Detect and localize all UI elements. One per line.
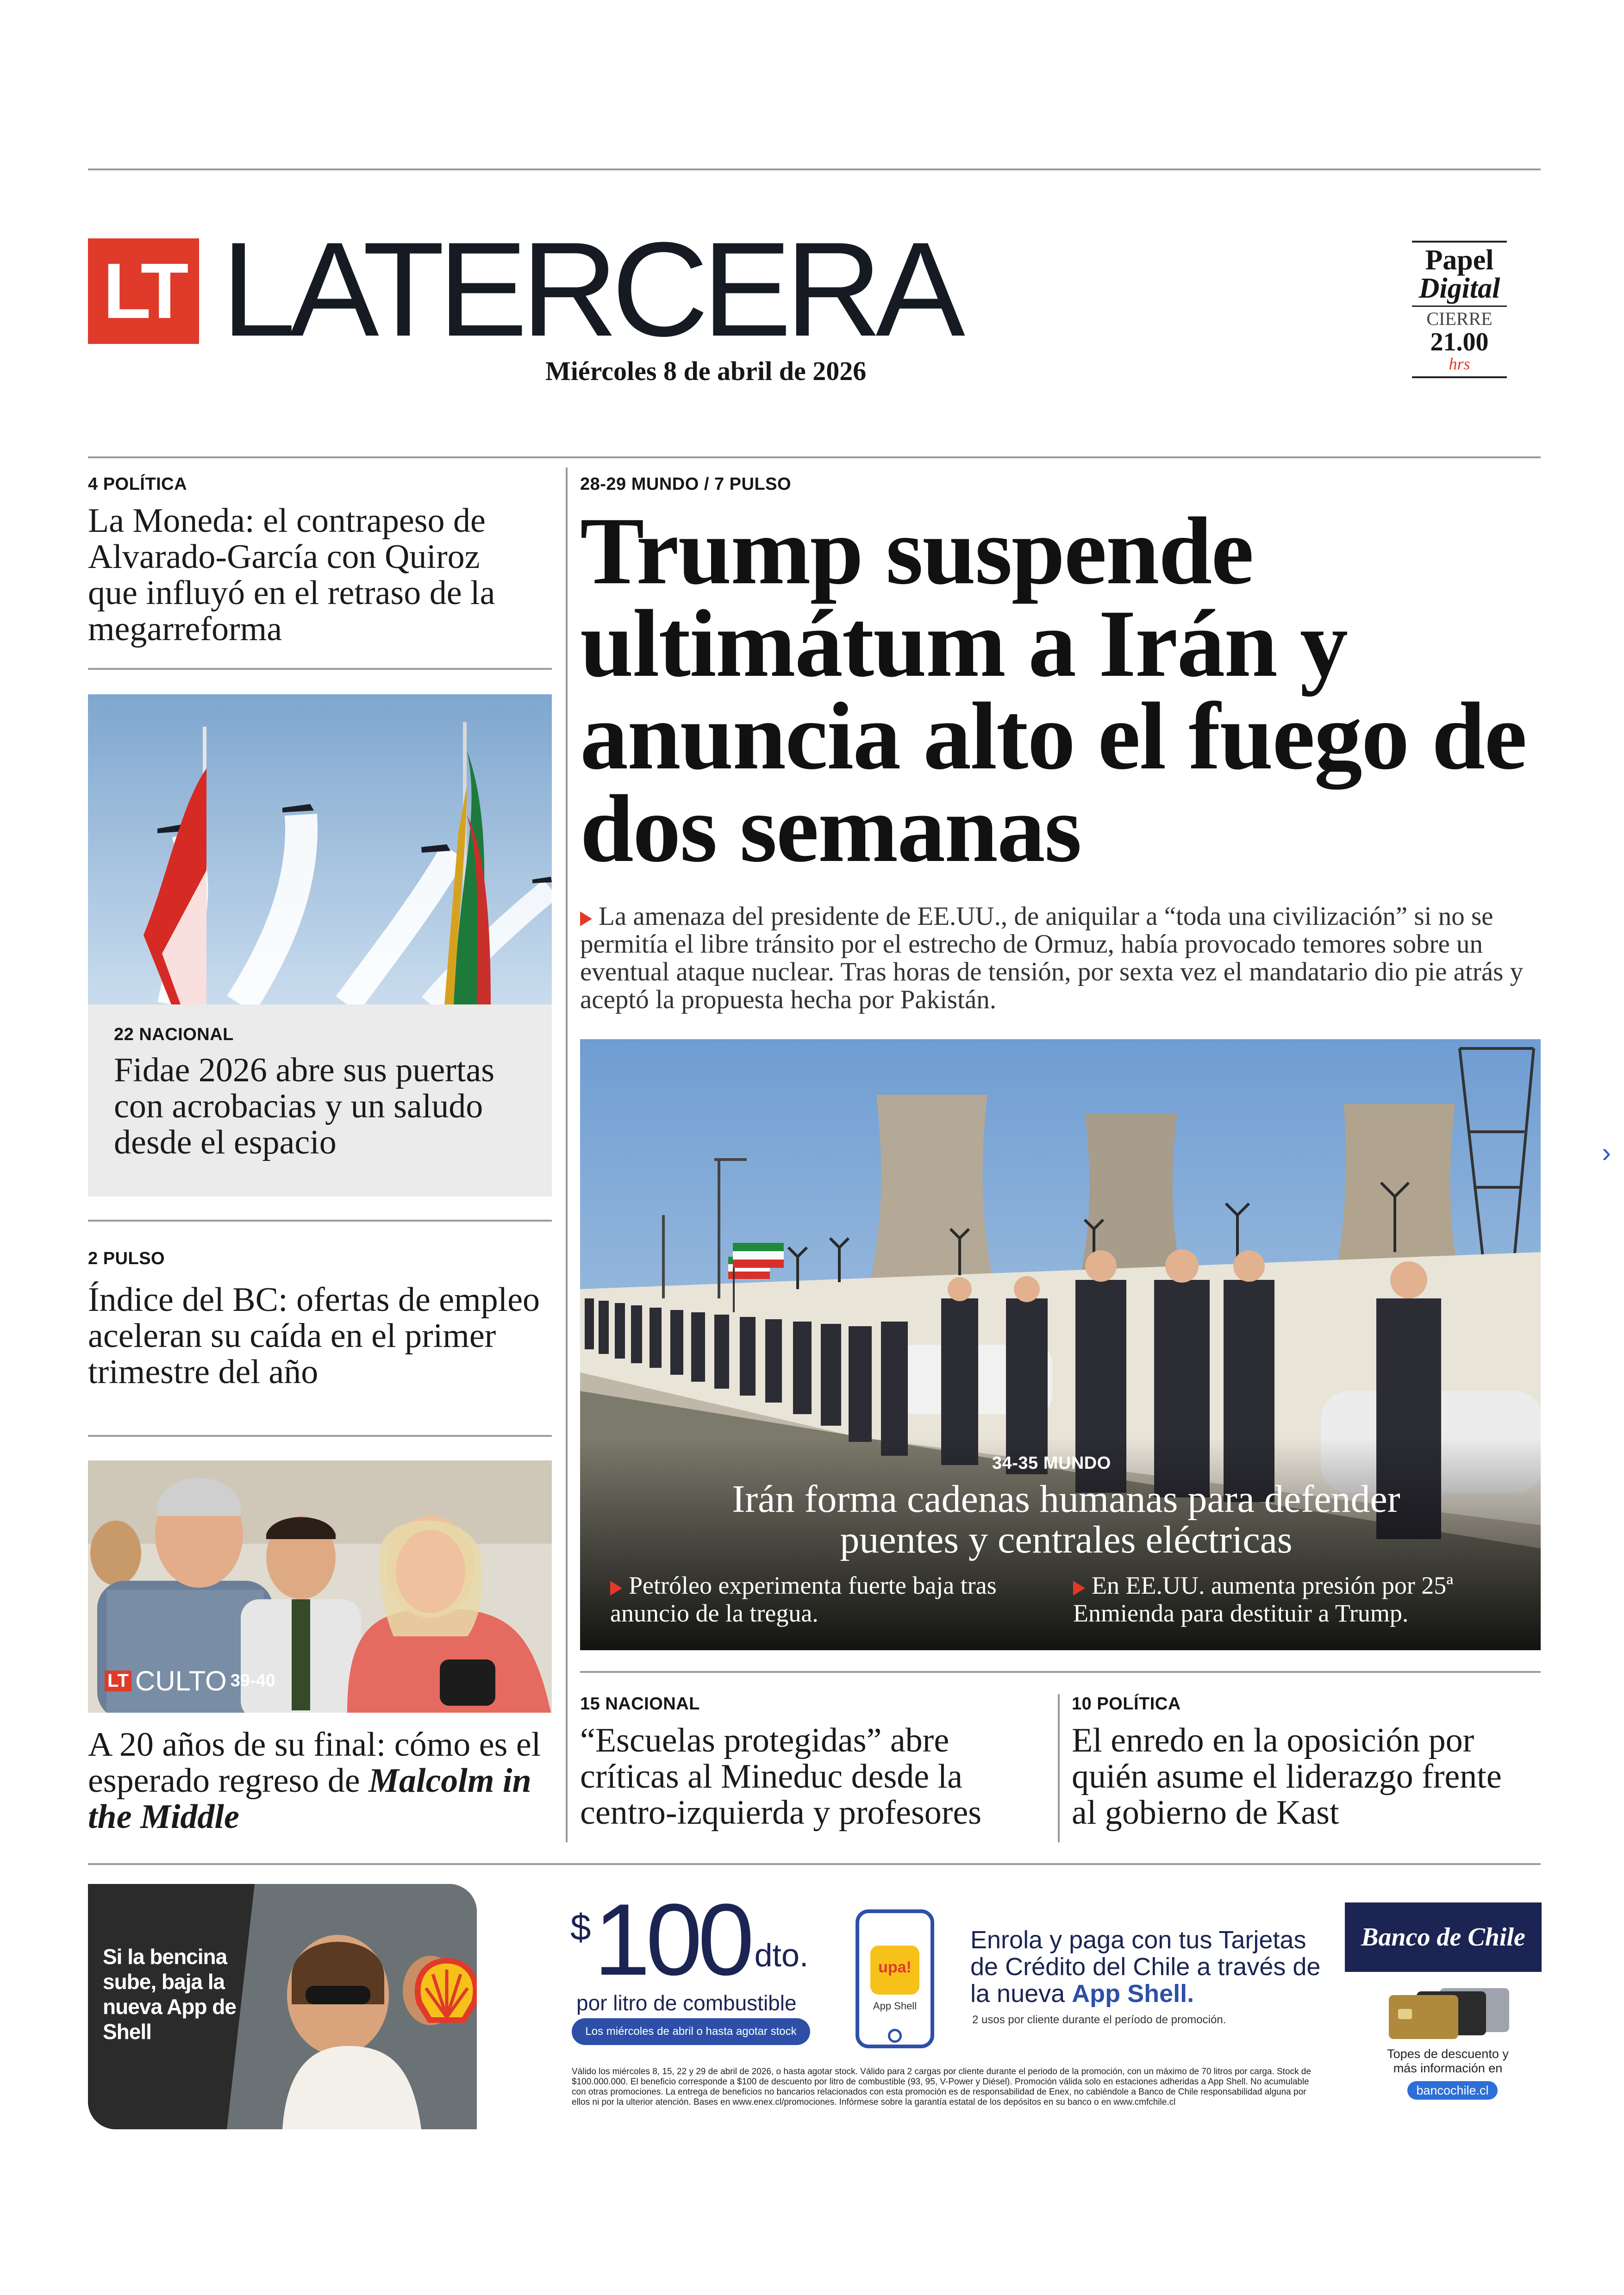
story-kicker: 15 NACIONAL: [580, 1694, 700, 1714]
main-lead: [580, 903, 1548, 1014]
enrol-text-a: Enrola y paga con tus Tarjetas de Crédito del Chile a través de la nueva: [970, 1926, 1321, 2008]
divider: [580, 1671, 1541, 1673]
edition-line3: CIERRE: [1412, 306, 1507, 329]
column-divider: [566, 468, 568, 1842]
fine-print: Válido los miércoles 8, 15, 22 y 29 de abril de 2026, o hasta agotar stock. Válido para 2 cargas por cliente durante el periodo de la promoción, con un máximo de 70 litros por carga. Stock de $100.000.000. El beneficio corresponde a $100 de descuento por litro de combustible (93, 95, V-Power y Diésel). Promoción válida solo en estaciones adheridas a App Shell. No acumulable con otras promociones. La entrega de beneficios no bancarios relacionados con esta promoción es de responsabilidad de Enex, no cabiéndole a Banco de Chile responsabilidad alguna por ellos ni por la ulterior atención. Bases en www.enex.cl/promociones. Infórmese sobre la garantía estatal de los depósitos en su banco o en www.cmfchile.cl: [572, 2067, 1311, 2107]
story-kicker: 22 NACIONAL: [114, 1025, 234, 1044]
story-oposicion[interactable]: [1072, 1694, 1535, 1831]
promo-amount: [570, 1883, 809, 1996]
edition-line2: Digital: [1418, 273, 1500, 304]
credit-cards-svg: [1389, 1986, 1514, 2041]
story-headline: La Moneda: el contrapeso de Alvarado-García con Quiroz que influyó en el retraso de la megarreforma: [88, 502, 495, 648]
promo-per-liter: por litro de combustible: [576, 1991, 797, 2015]
top-rule: [88, 168, 1541, 170]
logo-wordmark[interactable]: LATERCERA: [221, 214, 959, 364]
culto-badge-mark: LT: [105, 1671, 131, 1691]
promo-dto: dto.: [754, 1937, 809, 1973]
ad-rule: [88, 1863, 1541, 1865]
shell-logo-icon: [407, 1953, 477, 2032]
app-sub: App Shell: [873, 2000, 917, 2012]
main-kicker: 28-29 MUNDO / 7 PULSO: [580, 474, 792, 494]
bank-logo: Banco de Chile: [1345, 1902, 1542, 1972]
masthead-rule: [88, 456, 1541, 458]
promo-number: 100: [593, 1883, 750, 1996]
edition-time: 21.00: [1430, 328, 1489, 356]
photo-kicker: 34-35 MUNDO: [992, 1453, 1111, 1473]
culto-badge-pages: 39-40: [230, 1671, 275, 1690]
divider: [88, 1435, 552, 1437]
edition-badge: [1412, 241, 1507, 378]
fidae-photo[interactable]: [88, 694, 552, 1004]
story-kicker: 4 POLÍTICA: [88, 474, 187, 494]
photo-headline[interactable]: Irán forma cadenas humanas para defender puentes y centrales eléctricas: [732, 1478, 1400, 1561]
culto-badge-section: CULTO: [135, 1665, 227, 1696]
phone-home-button: [888, 2029, 902, 2043]
story-politica[interactable]: [88, 474, 532, 647]
topes-text: Topes de descuento y más información en: [1387, 2047, 1509, 2075]
fidae-caption-box[interactable]: [88, 1004, 552, 1197]
promo-pill: Los miércoles de abril o hasta agotar stock: [572, 2018, 810, 2045]
edition-line1: Papel: [1425, 244, 1494, 276]
uses-note: 2 usos por cliente durante el período de promoción.: [972, 2014, 1226, 2026]
logo-mark[interactable]: LT: [88, 238, 199, 344]
culto-photo[interactable]: [88, 1460, 552, 1713]
main-lead-text: La amenaza del presidente de EE.UU., de aniquilar a “toda una civilización” si no se permitía el libre tránsito por el estrecho de Ormuz, había provocado temores sobre un eventual ataque nuclear. Tras horas de tensión, por sexta vez el mandatario dio pie atrás y aceptó la propuesta hecha por Pakistán.: [580, 902, 1524, 1014]
shell-ad-photo[interactable]: [88, 1884, 477, 2129]
phone-icon: [856, 1909, 934, 2048]
lead-marker-icon: [580, 911, 592, 926]
bank-link[interactable]: bancochile.cl: [1407, 2081, 1498, 2100]
culto-headline-b: Malcolm in the Middle: [88, 1762, 531, 1836]
photo-bullet-1-text: Petróleo experimenta fuerte baja tras anuncio de la tregua.: [610, 1572, 997, 1627]
story-escuelas[interactable]: [580, 1694, 1048, 1831]
culto-headline[interactable]: [88, 1727, 552, 1835]
main-headline[interactable]: Trump suspende ultimátum a Irán y anuncia alto el fuego de dos semanas: [580, 498, 1526, 882]
story-headline: El enredo en la oposición por quién asume el liderazgo frente al gobierno de Kast: [1072, 1721, 1502, 1832]
story-kicker: 2 PULSO: [88, 1249, 165, 1268]
edition-date: Miércoles 8 de abril de 2026: [545, 356, 867, 386]
story-pulso[interactable]: [88, 1249, 542, 1390]
photo-bullet-2-text: En EE.UU. aumenta presión por 25ª Enmienda para destituir a Trump.: [1073, 1572, 1454, 1627]
edition-unit: hrs: [1449, 355, 1470, 373]
story-headline: “Escuelas protegidas” abre críticas al Mineduc desde la centro-izquierda y profesores: [580, 1721, 982, 1832]
app-icon: [870, 1946, 919, 1995]
bullet-marker-icon: [1073, 1581, 1085, 1596]
credit-cards-icon: [1389, 1986, 1514, 2041]
story-kicker: 10 POLÍTICA: [1072, 1694, 1181, 1714]
fidae-photo-art: [88, 694, 552, 1004]
photo-bullet-1[interactable]: [610, 1572, 1027, 1627]
column-divider: [1058, 1694, 1060, 1842]
app-label: upa!: [878, 1958, 912, 1976]
promo-currency: $: [570, 1907, 591, 1948]
enrol-text: [970, 1927, 1322, 2007]
shell-logo-svg: [407, 1953, 477, 2032]
story-headline: Fidae 2026 abre sus puertas con acrobacias y un saludo desde el espacio: [114, 1051, 495, 1161]
photo-bullet-2[interactable]: [1073, 1572, 1518, 1627]
shell-tagline: Si la bencina sube, baja la nueva App de Shell: [103, 1945, 236, 2044]
bullet-marker-icon: [610, 1581, 622, 1596]
main-photo[interactable]: [580, 1039, 1541, 1650]
enrol-text-b: App Shell.: [1072, 1980, 1194, 2008]
culto-headline-a: A 20 años de su final: cómo es el esperado regreso de: [88, 1726, 541, 1800]
divider: [88, 1220, 552, 1222]
culto-badge: [105, 1665, 275, 1697]
story-headline: Índice del BC: ofertas de empleo aceleran su caída en el primer trimestre del año: [88, 1281, 540, 1391]
divider: [88, 668, 552, 670]
chevron-right-icon[interactable]: ›: [1602, 1137, 1611, 1168]
